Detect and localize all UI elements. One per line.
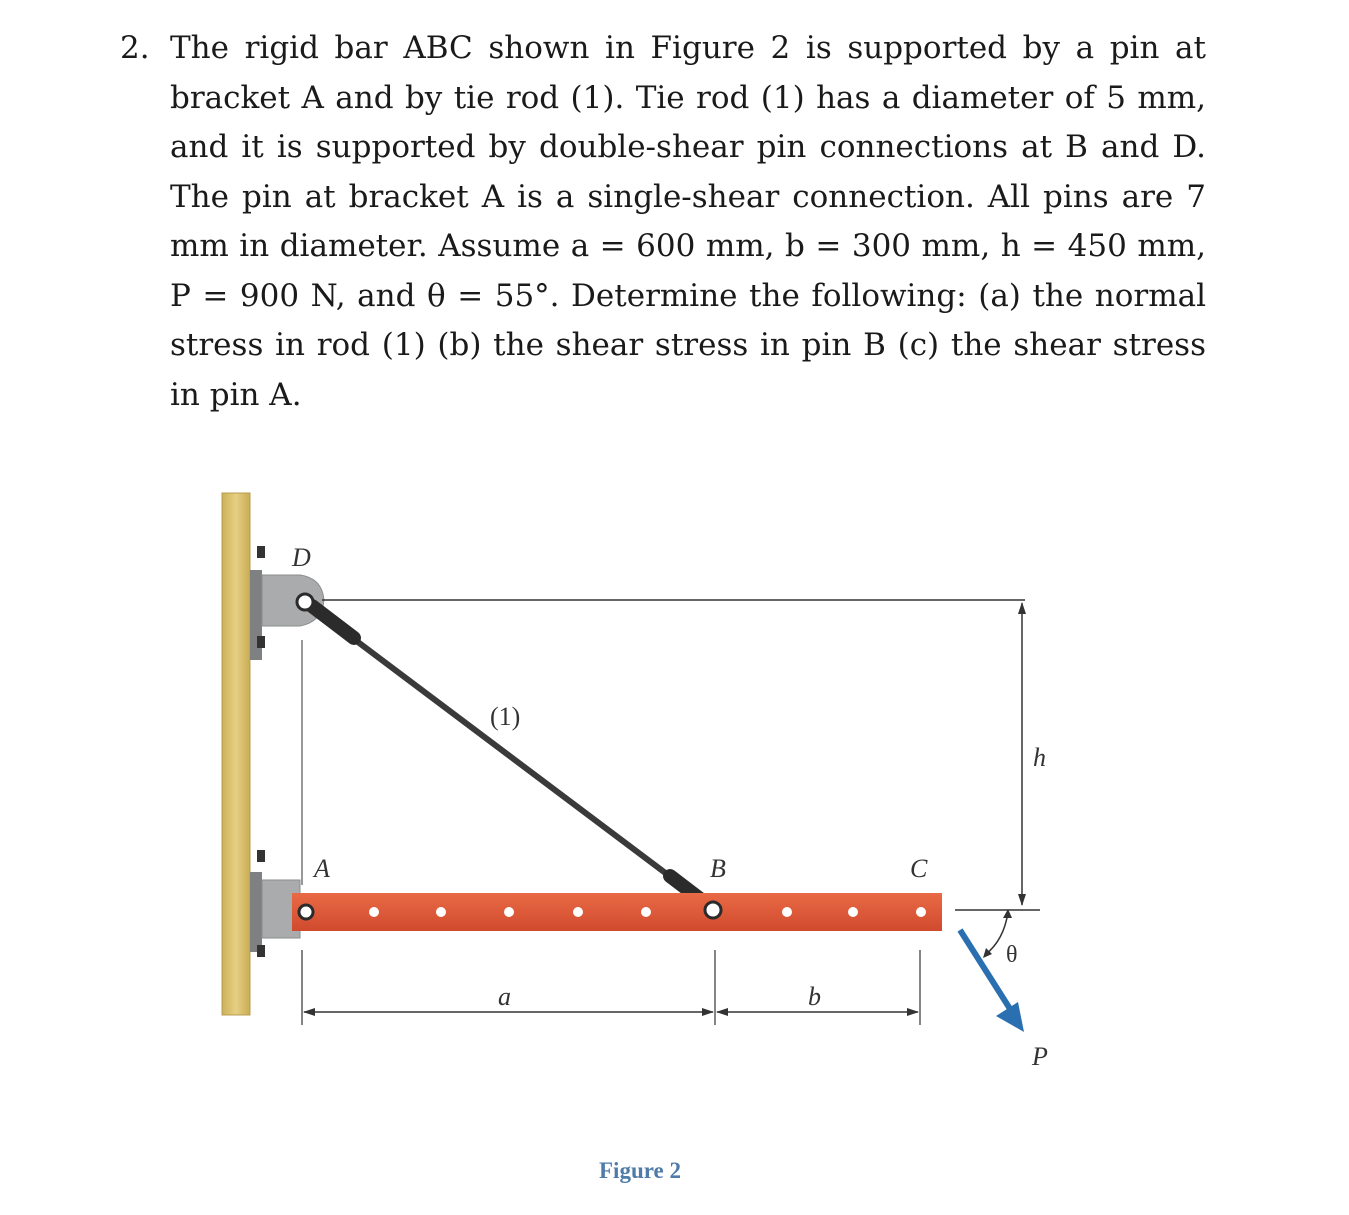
label-b: B: [710, 854, 726, 883]
label-dim-b: b: [808, 982, 821, 1011]
figure-caption: Figure 2: [599, 1158, 681, 1183]
clevis-d: [312, 606, 354, 638]
label-theta: θ: [1006, 942, 1018, 968]
wall: [222, 493, 250, 1015]
label-c: C: [910, 854, 928, 883]
rigid-bar-abc: [292, 893, 942, 931]
theta-arc: [985, 912, 1008, 955]
problem-number: 2.: [120, 30, 150, 66]
label-p: P: [1032, 1042, 1048, 1071]
label-d: D: [292, 543, 311, 572]
label-rod: (1): [490, 702, 521, 731]
tie-rod: [306, 603, 712, 908]
label-a: A: [314, 854, 330, 883]
label-dim-h: h: [1033, 743, 1046, 772]
pin-d: [297, 594, 313, 610]
pin-b: [705, 902, 721, 918]
label-dim-a: a: [498, 982, 511, 1011]
problem-text: The rigid bar ABC shown in Figure 2 is supported by a pin at bracket A and by tie rod (1). Tie rod (1) has a diameter of 5 mm, and it is supported by double-shear pin connections at B and D. The pin at bracket A is a single-shear connection. All pins are 7 mm in diameter. Assume a = 600 mm, b = 300 mm, h = 450 mm, P = 900 N, and θ = 55°. Determine the following: (a) the normal stress in rod (1) (b) the shear stress in pin B (c) the shear stress in pin A.: [170, 30, 1206, 413]
